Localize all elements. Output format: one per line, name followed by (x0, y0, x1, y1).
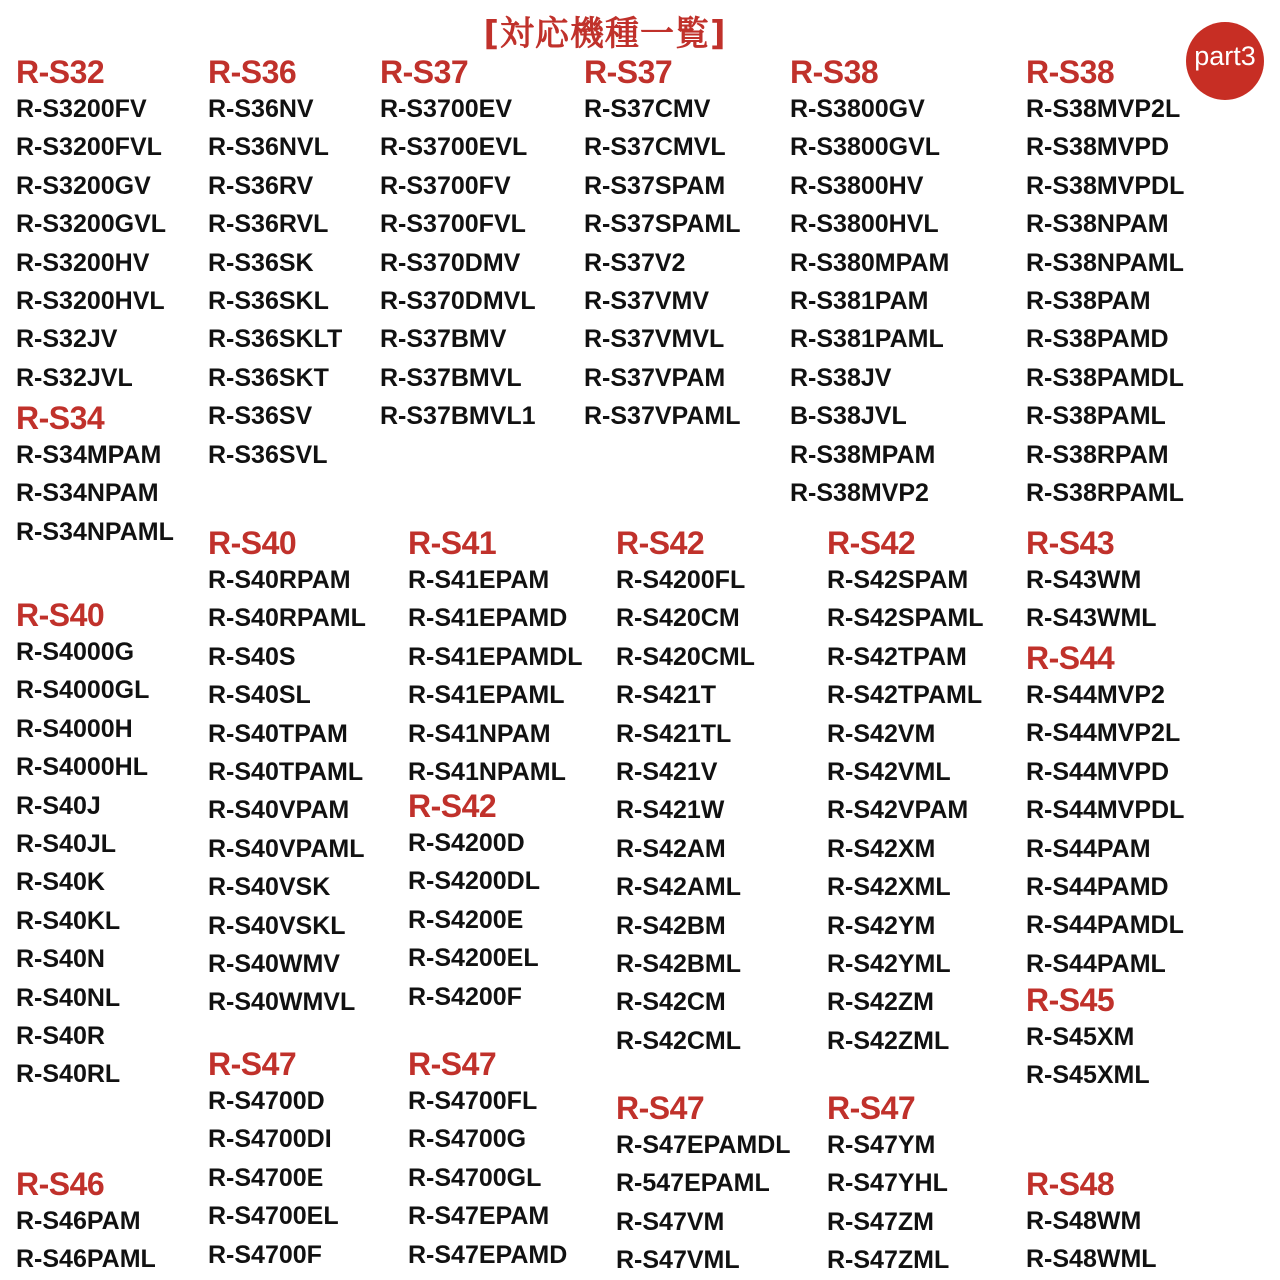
model-item: R-S42XM (827, 834, 936, 863)
group-heading: R-S37 (584, 54, 673, 90)
model-item: R-S37SPAM (584, 171, 726, 200)
model-item: R-S42TPAM (827, 642, 967, 671)
group-heading: R-S47 (408, 1046, 497, 1082)
model-item: R-S47ZM (827, 1207, 934, 1236)
model-item: R-S421T (616, 681, 717, 710)
model-item: R-S4200F (408, 982, 522, 1011)
model-item: R-S44PAM (1026, 834, 1151, 863)
model-item: R-S36NVL (208, 133, 329, 162)
model-item: R-S38JV (790, 363, 892, 392)
model-item: R-S38MPAM (790, 440, 936, 469)
model-item: R-S36NV (208, 95, 314, 123)
model-item: R-S42ZM (827, 988, 934, 1017)
model-item: R-S38PAMD (1026, 325, 1169, 354)
model-item: R-S381PAM (790, 286, 929, 315)
model-item: R-S42XML (827, 873, 951, 902)
model-item: R-S38RPAML (1026, 478, 1184, 507)
model-group (616, 525, 755, 1060)
model-item: R-S41EPAMD (408, 604, 568, 633)
model-item: R-S3700EVL (380, 133, 528, 162)
model-item: R-S40WMVL (208, 988, 356, 1017)
model-item: R-S38RPAM (1026, 440, 1169, 469)
model-group (16, 400, 174, 551)
group-heading: R-S42 (408, 788, 497, 824)
model-item: R-S40N (16, 945, 105, 974)
model-item: R-S32JVL (16, 363, 133, 392)
model-item: R-S40VSK (208, 873, 331, 902)
model-item: R-S380MPAM (790, 248, 950, 277)
model-item: R-S32JV (16, 325, 118, 354)
model-item: R-S42BML (616, 949, 742, 978)
model-item: R-S40TPAM (208, 719, 348, 748)
model-item: R-S3700EV (380, 95, 513, 123)
model-item: R-S4200D (408, 829, 525, 857)
model-item: R-S44MVP2 (1026, 681, 1165, 709)
model-item: R-S37SPAML (584, 210, 741, 239)
model-item: R-S37VMVL (584, 325, 725, 354)
model-item: R-S40TPAML (208, 757, 364, 786)
model-item: R-S40S (208, 642, 296, 671)
model-item: R-S45XM (1026, 1023, 1135, 1051)
model-item: R-S42SPAML (827, 604, 984, 633)
model-item: R-S40RPAML (208, 604, 366, 633)
model-item: R-S40VSKL (208, 911, 346, 940)
model-group (1026, 1166, 1157, 1279)
model-item: R-S42VML (827, 757, 951, 786)
model-item: R-S421W (616, 796, 725, 825)
model-group (1026, 640, 1184, 983)
model-item: R-S38PAMDL (1026, 363, 1184, 392)
model-group (208, 525, 366, 1022)
model-item: R-S47VML (616, 1246, 740, 1275)
model-item: R-S42AM (616, 834, 726, 863)
model-item: R-S38MVP2 (790, 478, 929, 507)
model-item: R-S4000HL (16, 753, 148, 782)
model-group (827, 1090, 949, 1280)
model-group (16, 597, 149, 1094)
model-item: R-547EPAML (616, 1169, 770, 1198)
model-item: R-S3800GV (790, 95, 925, 123)
model-item: R-S42ZML (827, 1026, 950, 1055)
model-group (1026, 982, 1150, 1095)
model-item: R-S36SKL (208, 286, 329, 315)
group-heading: R-S47 (208, 1046, 297, 1082)
model-item: R-S421V (616, 757, 718, 786)
model-item: R-S34NPAML (16, 517, 174, 546)
model-item: R-S42VPAM (827, 796, 969, 825)
model-group (1026, 54, 1184, 512)
model-item: R-S420CM (616, 604, 740, 633)
group-heading: R-S40 (16, 597, 105, 633)
model-item: R-S44MVPDL (1026, 796, 1185, 825)
model-item: R-S36RV (208, 171, 314, 200)
model-item: R-S4000GL (16, 676, 150, 705)
model-item: R-S41EPAM (408, 566, 550, 594)
model-item: R-S41EPAMDL (408, 642, 583, 671)
model-item: R-S4200FL (616, 566, 746, 594)
model-item: R-S4700F (208, 1240, 322, 1269)
model-item: R-S40RPAM (208, 566, 351, 594)
model-item: R-S4700G (408, 1125, 527, 1154)
model-item: R-S40RL (16, 1060, 121, 1089)
model-item: R-S42VM (827, 719, 936, 748)
group-heading: R-S32 (16, 54, 105, 90)
model-item: R-S40KL (16, 906, 121, 935)
model-item: R-S3200HV (16, 248, 150, 277)
model-item: B-S38JVL (790, 402, 907, 431)
model-item: R-S40VPAM (208, 796, 350, 825)
group-heading: R-S47 (827, 1090, 916, 1126)
model-item: R-S44PAMD (1026, 872, 1169, 901)
model-item: R-S38PAML (1026, 402, 1166, 431)
model-item: R-S420CML (616, 642, 755, 671)
group-heading: R-S38 (790, 54, 879, 90)
model-item: R-S4700DI (208, 1125, 332, 1154)
group-heading: R-S42 (827, 525, 916, 561)
model-item: R-S3800GVL (790, 133, 941, 162)
model-item: R-S47EPAMDL (616, 1131, 791, 1159)
model-item: R-S42CML (616, 1026, 742, 1055)
model-item: R-S4700E (208, 1163, 324, 1192)
model-item: R-S36RVL (208, 210, 329, 239)
model-group (616, 1090, 791, 1280)
model-item: R-S40JL (16, 829, 117, 858)
model-item: R-S3200FVL (16, 133, 162, 162)
model-item: R-S40WMV (208, 949, 340, 978)
page-title: [対応機種一覧] (483, 14, 727, 54)
model-item: R-S38MVPD (1026, 133, 1170, 162)
group-heading: R-S42 (616, 525, 705, 561)
model-item: R-S42BM (616, 911, 726, 940)
model-item: R-S3200HVL (16, 286, 165, 315)
model-group (408, 525, 583, 791)
model-group (1026, 525, 1157, 638)
model-item: R-S40NL (16, 983, 121, 1012)
model-item: R-S42YML (827, 949, 951, 978)
model-item: R-S37VMV (584, 286, 710, 315)
model-item: R-S47VM (616, 1207, 725, 1236)
model-item: R-S48WM (1026, 1207, 1142, 1235)
model-item: R-S42CM (616, 988, 726, 1017)
model-item: R-S36SVL (208, 440, 328, 469)
model-item: R-S36SKLT (208, 325, 343, 354)
model-item: R-S44MVP2L (1026, 719, 1181, 748)
model-item: R-S40J (16, 791, 101, 820)
model-item: R-S4700D (208, 1087, 325, 1115)
model-item: R-S4700FL (408, 1087, 538, 1115)
model-item: R-S38NPAM (1026, 210, 1169, 239)
model-item: R-S43WM (1026, 566, 1142, 594)
model-group (16, 1166, 156, 1279)
model-item: R-S36SV (208, 402, 313, 431)
model-item: R-S370DMV (380, 248, 521, 277)
part-badge: part3 (1186, 22, 1264, 100)
model-item: R-S40R (16, 1021, 105, 1050)
model-item: R-S4000G (16, 638, 135, 666)
model-group (827, 525, 984, 1060)
model-item: R-S36SK (208, 248, 314, 277)
model-item: R-S42SPAM (827, 566, 969, 594)
model-item: R-S38NPAML (1026, 248, 1184, 277)
model-item: R-S43WML (1026, 604, 1157, 633)
group-heading: R-S38 (1026, 54, 1115, 90)
model-item: R-S47EPAM (408, 1202, 550, 1231)
model-item: R-S37BMVL1 (380, 402, 536, 431)
model-item: R-S36SKT (208, 363, 329, 392)
model-item: R-S45XML (1026, 1061, 1150, 1090)
model-item: R-S34NPAM (16, 479, 159, 508)
group-heading: R-S37 (380, 54, 469, 90)
model-group (408, 788, 540, 1016)
model-item: R-S37CMV (584, 95, 711, 123)
model-item: R-S3800HVL (790, 210, 939, 239)
model-item: R-S4700GL (408, 1163, 542, 1192)
model-item: R-S42AML (616, 873, 742, 902)
model-item: R-S40VPAML (208, 834, 365, 863)
model-item: R-S44MVPD (1026, 757, 1170, 786)
model-item: R-S37V2 (584, 248, 686, 277)
model-item: R-S40K (16, 868, 105, 897)
model-item: R-S4700EL (208, 1202, 339, 1231)
group-heading: R-S45 (1026, 982, 1115, 1018)
model-item: R-S421TL (616, 719, 732, 748)
model-item: R-S38MVPDL (1026, 171, 1185, 200)
model-item: R-S34MPAM (16, 441, 162, 469)
model-item: R-S40SL (208, 681, 311, 710)
model-item: R-S3200GVL (16, 210, 167, 239)
model-item: R-S37BMV (380, 325, 507, 354)
model-item: R-S4200E (408, 905, 524, 934)
group-heading: R-S43 (1026, 525, 1115, 561)
model-item: R-S48WML (1026, 1245, 1157, 1274)
model-item: R-S42YM (827, 911, 936, 940)
model-group (380, 54, 536, 436)
model-item: R-S3700FV (380, 171, 511, 200)
model-item: R-S4200EL (408, 944, 539, 973)
model-item: R-S47ZML (827, 1246, 950, 1275)
model-item: R-S3200GV (16, 171, 151, 200)
model-item: R-S3200FV (16, 95, 147, 123)
model-item: R-S4000H (16, 714, 133, 743)
model-item: R-S37CMVL (584, 133, 726, 162)
model-item: R-S46PAM (16, 1207, 141, 1235)
model-item: R-S47YM (827, 1131, 936, 1159)
group-heading: R-S46 (16, 1166, 105, 1202)
group-heading: R-S47 (616, 1090, 705, 1126)
group-heading: R-S36 (208, 54, 297, 90)
model-item: R-S3800HV (790, 171, 924, 200)
model-item: R-S381PAML (790, 325, 944, 354)
model-item: R-S42TPAML (827, 681, 983, 710)
model-item: R-S370DMVL (380, 286, 536, 315)
model-group (208, 1046, 339, 1274)
model-item: R-S41NPAML (408, 757, 566, 786)
model-group (16, 54, 166, 397)
model-item: R-S41NPAM (408, 719, 551, 748)
group-heading: R-S40 (208, 525, 297, 561)
model-group (408, 1046, 567, 1274)
model-item: R-S37VPAM (584, 363, 726, 392)
model-item: R-S37BMVL (380, 363, 522, 392)
group-heading: R-S41 (408, 525, 497, 561)
model-item: R-S41EPAML (408, 681, 565, 710)
model-item: R-S38PAM (1026, 286, 1151, 315)
model-item: R-S47EPAMD (408, 1240, 568, 1269)
model-item: R-S38MVP2L (1026, 95, 1181, 123)
group-heading: R-S48 (1026, 1166, 1115, 1202)
model-item: R-S3700FVL (380, 210, 526, 239)
model-group (790, 54, 949, 512)
model-item: R-S46PAML (16, 1245, 156, 1274)
model-group (208, 54, 342, 474)
model-item: R-S44PAML (1026, 949, 1166, 978)
group-heading: R-S44 (1026, 640, 1115, 676)
model-item: R-S37VPAML (584, 402, 741, 431)
group-heading: R-S34 (16, 400, 105, 436)
model-item: R-S47YHL (827, 1169, 948, 1198)
model-group (584, 54, 741, 436)
model-item: R-S4200DL (408, 867, 540, 896)
model-item: R-S44PAMDL (1026, 911, 1184, 940)
